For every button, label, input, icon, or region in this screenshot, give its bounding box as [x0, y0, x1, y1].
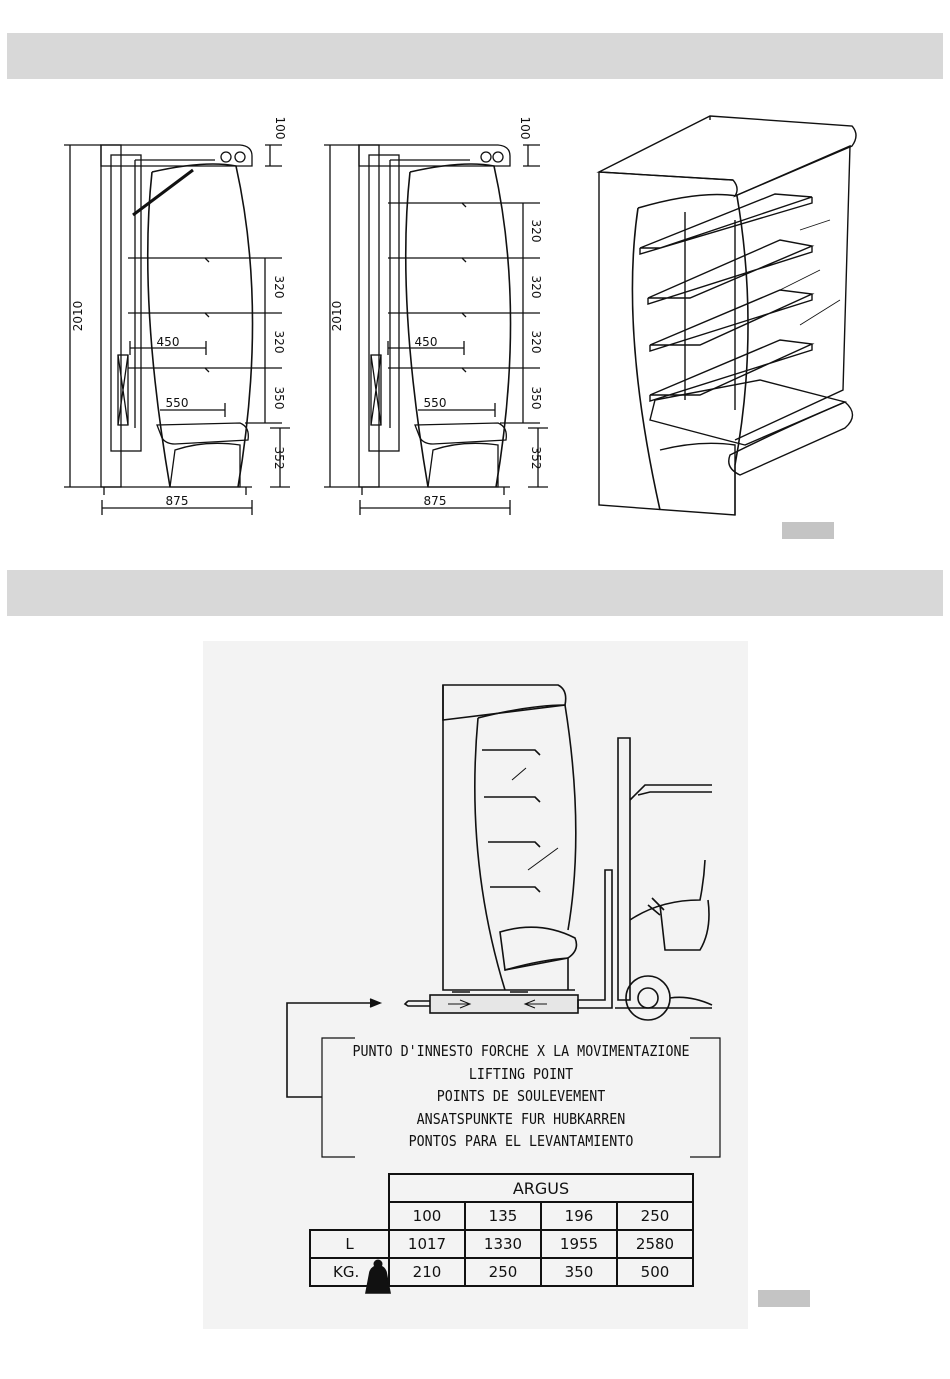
- table-cell: 350: [541, 1258, 617, 1286]
- height-label: 2010: [71, 300, 85, 332]
- front-view-1: [64, 145, 290, 515]
- model-header: 250: [617, 1202, 693, 1230]
- lifting-text-line: ANSATSPUNKTE FUR HUBKARREN: [416, 1109, 626, 1128]
- model-header: 196: [541, 1202, 617, 1230]
- shelf-spacing-label: 350: [272, 386, 286, 410]
- front-view-2: [324, 145, 548, 515]
- isometric-view: [599, 116, 856, 515]
- shelf-depth-label: 450: [156, 335, 180, 349]
- spec-table-title: ARGUS: [389, 1174, 693, 1202]
- lifting-text-line: POINTS DE SOULEVEMENT: [436, 1087, 606, 1105]
- lifting-text-line: PONTOS PARA EL LEVANTAMIENTO: [408, 1132, 634, 1150]
- height-label: 2010: [330, 300, 344, 332]
- table-cell: 250: [465, 1258, 541, 1286]
- model-header: 135: [465, 1202, 541, 1230]
- table-cell: 2580: [617, 1230, 693, 1258]
- bottom-depth-label: 550: [165, 396, 189, 410]
- width-label: 875: [423, 494, 447, 508]
- table-cell: 500: [617, 1258, 693, 1286]
- model-header: 100: [389, 1202, 465, 1230]
- table-cell: 1955: [541, 1230, 617, 1258]
- row-label-length: L: [310, 1230, 389, 1258]
- lifting-point-text: [322, 1040, 720, 1153]
- table-cell: 1330: [465, 1230, 541, 1258]
- row-label-weight: KG.: [333, 1263, 360, 1281]
- table-cell: 210: [389, 1258, 465, 1286]
- base-label: 352: [272, 446, 286, 470]
- lifting-text-line: LIFTING POINT: [468, 1064, 574, 1083]
- width-label: 875: [165, 494, 189, 508]
- bottom-depth-label: 550: [423, 396, 447, 410]
- shelf-depth-label: 450: [414, 335, 438, 349]
- base-label: 352: [529, 446, 543, 470]
- shelf-spacing-label: 320: [529, 275, 543, 299]
- shelf-spacing-label: 320: [272, 275, 286, 299]
- table-cell: 1017: [389, 1230, 465, 1258]
- top-label: 100: [518, 116, 532, 140]
- shelf-spacing-label: 320: [529, 219, 543, 243]
- shelf-spacing-label: 320: [272, 330, 286, 354]
- lifting-text-line: PUNTO D'INNESTO FORCHE X LA MOVIMENTAZIONE: [352, 1042, 690, 1060]
- top-label: 100: [273, 116, 287, 140]
- spec-table: [309, 1173, 694, 1287]
- shelf-spacing-label: 350: [529, 386, 543, 410]
- shelf-spacing-label: 320: [529, 330, 543, 354]
